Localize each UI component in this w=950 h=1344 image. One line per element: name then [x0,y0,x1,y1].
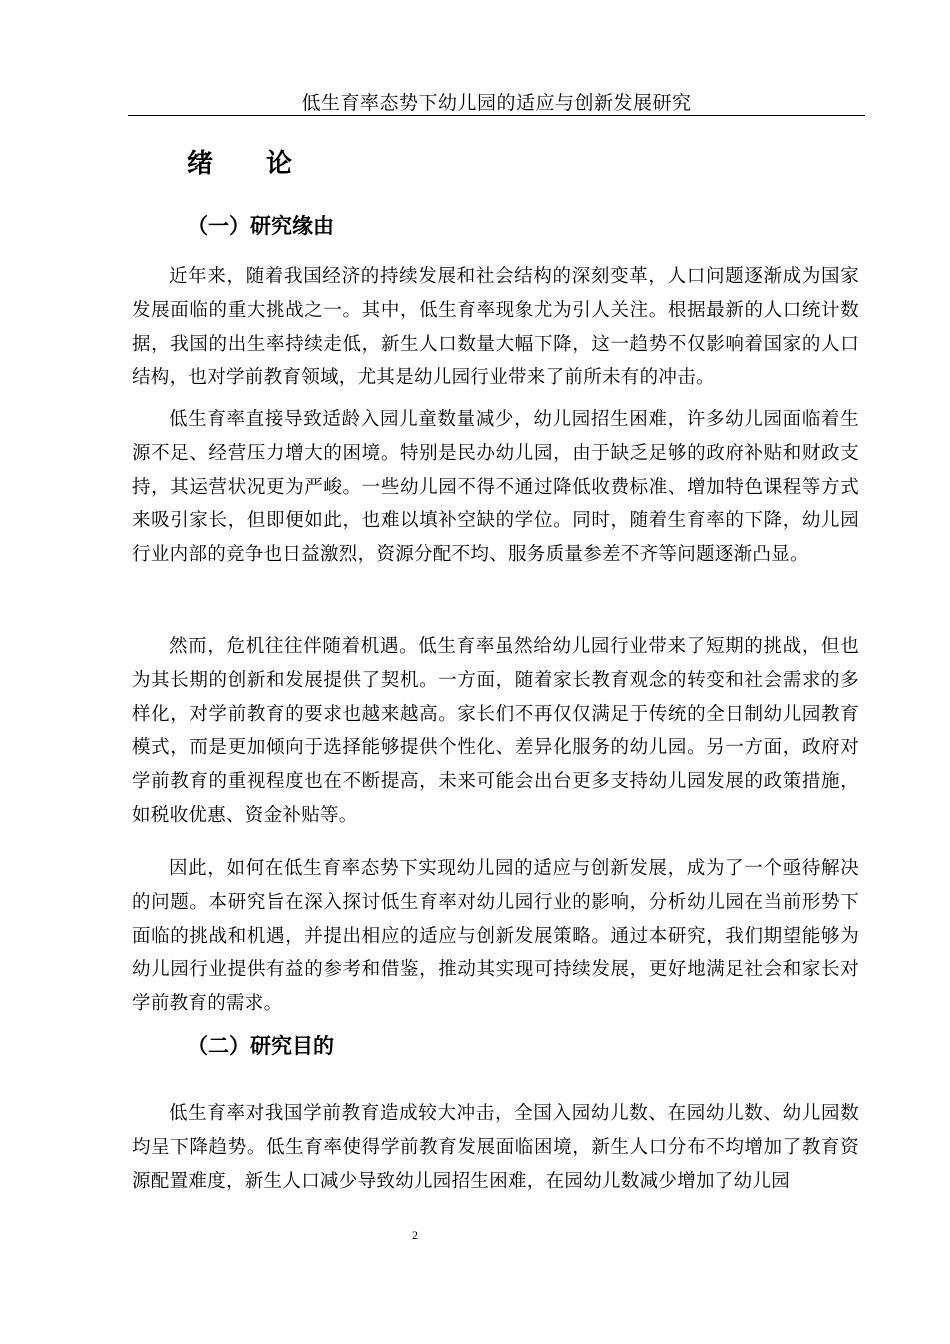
paragraph: 近年来，随着我国经济的持续发展和社会结构的深刻变革，人口问题逐渐成为国家发展面临的重大挑战之一。其中，低生育率现象尤为引人关注。根据最新的人口统计数据，我国的出生率持续走低，新生人口数量大幅下降，这一趋势不仅影响着国家的人口结构，也对学前教育领域，尤其是幼儿园行业带来了前所未有的冲击。 [132,266,859,389]
paragraph: 然而，危机往往伴随着机遇。低生育率虽然给幼儿园行业带来了短期的挑战，但也为其长期的创新和发展提供了契机。一方面，随着家长教育观念的转变和社会需求的多样化，对学前教育的要求也越来越高。家长们不再仅仅满足于传统的全日制幼儿园教育模式，而是更加倾向于选择能够提供个性化、差异化服务的幼儿园。另一方面，政府对学前教育的重视程度也在不断提高，未来可能会出台更多支持幼儿园发展的政策措施，如税收优惠、资金补贴等。 [132,636,859,826]
paragraph: 低生育率对我国学前教育造成较大冲击，全国入园幼儿数、在园幼儿数、幼儿园数均呈下降趋势。低生育率使得学前教育发展面临困境，新生人口分布不均增加了教育资源配置难度，新生人口减少导致幼儿园招生困难，在园幼儿数减少增加了幼儿园 [132,1103,859,1192]
paragraph: 低生育率直接导致适龄入园儿童数量减少，幼儿园招生困难，许多幼儿园面临着生源不足、经营压力增大的困境。特别是民办幼儿园，由于缺乏足够的政府补贴和财政支持，其运营状况更为严峻。一些幼儿园不得不通过降低收费标准、增加特色课程等方式来吸引家长，但即便如此，也难以填补空缺的学位。同时，随着生育率的下降，幼儿园行业内部的竞争也日益激烈，资源分配不均、服务质量参差不齐等问题逐渐凸显。 [132,409,859,566]
header-rule [128,115,865,116]
section-heading-research-purpose: （二）研究目的 [187,1034,334,1058]
section-heading-research-reason: （一）研究缘由 [187,214,334,238]
running-header: 低生育率态势下幼儿园的适应与创新发展研究 [301,92,692,114]
paragraph: 因此，如何在低生育率态势下实现幼儿园的适应与创新发展，成为了一个亟待解决的问题。本研究旨在深入探讨低生育率对幼儿园行业的影响，分析幼儿园在当前形势下面临的挑战和机遇，并提出相应的适应与创新发展策略。通过本研究，我们期望能够为幼儿园行业提供有益的参考和借鉴，推动其实现可持续发展，更好地满足社会和家长对学前教育的需求。 [132,858,859,1015]
page-number: 2 [412,1228,418,1242]
chapter-title: 绪 论 [187,149,315,179]
